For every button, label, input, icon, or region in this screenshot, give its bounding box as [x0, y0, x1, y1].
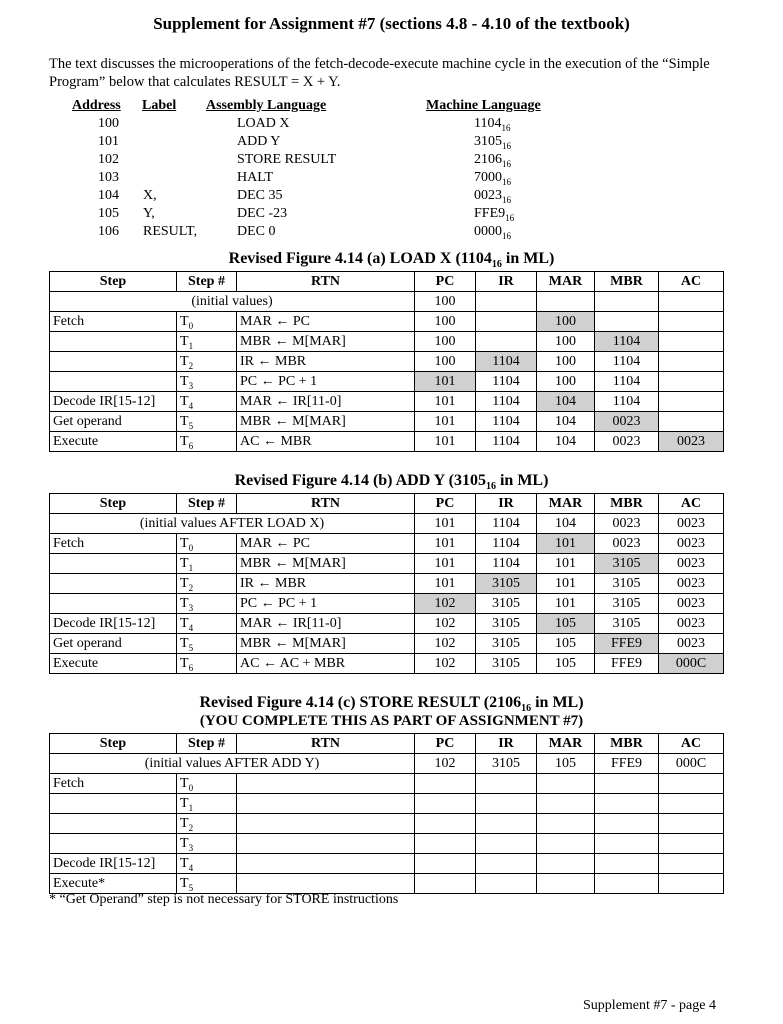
- register-value: 0023: [595, 432, 659, 452]
- initial-values-label: (initial values): [50, 292, 415, 312]
- register-value[interactable]: [415, 874, 476, 894]
- initial-values-row: [50, 754, 724, 774]
- rtn-cell: PC ← PC + 1: [237, 372, 415, 392]
- figure-c-title: Revised Figure 4.14 (c) STORE RESULT ($2106_{16}$ in ML): [199, 694, 584, 715]
- column-header: PC: [415, 494, 476, 514]
- program-row: [72, 224, 562, 242]
- program-machine-code: $0023_{16}$: [474, 188, 511, 205]
- register-value: 100: [537, 312, 595, 332]
- program-address: 102: [98, 152, 119, 167]
- rtn-cell: MAR ← PC: [237, 312, 415, 332]
- register-value[interactable]: [476, 874, 537, 894]
- program-assembly: LOAD X: [237, 116, 290, 131]
- column-header: IR: [476, 272, 537, 292]
- table-row: [50, 432, 724, 452]
- register-value[interactable]: [537, 814, 595, 834]
- program-machine-code: $3105_{16}$: [474, 134, 511, 151]
- table-row: [50, 594, 724, 614]
- register-value: 3105: [476, 594, 537, 614]
- register-value: 3105: [595, 554, 659, 574]
- program-address: 105: [98, 206, 119, 221]
- register-value: 101: [537, 594, 595, 614]
- register-value: 101: [415, 392, 476, 412]
- step-number: $T_3$: [177, 372, 237, 392]
- footnote: * “Get Operand” step is not necessary for STORE instructions: [49, 892, 399, 907]
- step-label: Get operand: [50, 412, 177, 432]
- register-value: 3105: [476, 634, 537, 654]
- table-row: [50, 774, 724, 794]
- step-label: [50, 332, 177, 352]
- rtn-cell: MAR ← IR[11-0]: [237, 614, 415, 634]
- column-header: RTN: [237, 494, 415, 514]
- rtn-cell: IR ← MBR: [237, 574, 415, 594]
- initial-value: 101: [415, 514, 476, 534]
- step-number: $T_6$: [177, 654, 237, 674]
- figure-a-table: [49, 271, 724, 452]
- rtn-cell: MBR ← M[MAR]: [237, 634, 415, 654]
- register-value[interactable]: [415, 814, 476, 834]
- table-row: [50, 634, 724, 654]
- column-header: MAR: [537, 272, 595, 292]
- step-label: [50, 834, 177, 854]
- register-value: 0023: [659, 634, 724, 654]
- initial-value: 105: [537, 754, 595, 774]
- step-label: [50, 352, 177, 372]
- program-row: [72, 170, 562, 188]
- step-label: Decode IR[15-12]: [50, 614, 177, 634]
- step-label: Get operand: [50, 634, 177, 654]
- register-value: [476, 332, 537, 352]
- step-label: Fetch: [50, 534, 177, 554]
- program-machine-code: $0000_{16}$: [474, 224, 511, 241]
- step-label: [50, 794, 177, 814]
- figure-c-table: [49, 733, 724, 894]
- page-title: Supplement for Assignment #7 (sections 4.8 - 4.10 of the textbook): [153, 14, 630, 33]
- register-value: 104: [537, 412, 595, 432]
- register-value: 100: [537, 372, 595, 392]
- step-number: $T_6$: [177, 432, 237, 452]
- figure-b-table: [49, 493, 724, 674]
- rtn-cell: IR ← MBR: [237, 352, 415, 372]
- step-label: Fetch: [50, 774, 177, 794]
- table-row: [50, 332, 724, 352]
- register-value: 102: [415, 594, 476, 614]
- intro-paragraph: The text discusses the microoperations of the fetch-decode-execute machine cycle in the execution of the “Simple Program” below that calculates RESULT = X + Y.: [49, 56, 710, 90]
- register-value: 100: [415, 352, 476, 372]
- register-value[interactable]: [595, 874, 659, 894]
- register-value: 3105: [595, 594, 659, 614]
- program-row: [72, 188, 562, 206]
- table-row: [50, 554, 724, 574]
- initial-value: 100: [415, 292, 476, 312]
- register-value: 105: [537, 634, 595, 654]
- initial-value: [476, 292, 537, 312]
- table-row: [50, 834, 724, 854]
- register-value: 100: [415, 332, 476, 352]
- register-value[interactable]: [659, 774, 724, 794]
- table-row: [50, 854, 724, 874]
- step-number: $T_1$: [177, 554, 237, 574]
- register-value: FFE9: [595, 654, 659, 674]
- rtn-cell[interactable]: [237, 774, 415, 794]
- table-row: [50, 372, 724, 392]
- register-value: 101: [415, 534, 476, 554]
- column-header: PC: [415, 734, 476, 754]
- step-label: [50, 574, 177, 594]
- register-value[interactable]: [537, 874, 595, 894]
- program-address: 100: [98, 116, 119, 131]
- rtn-cell: MBR ← M[MAR]: [237, 332, 415, 352]
- register-value: 1104: [476, 432, 537, 452]
- rtn-cell: MAR ← PC: [237, 534, 415, 554]
- column-header: Step #: [177, 734, 237, 754]
- register-value: 3105: [476, 614, 537, 634]
- register-value: 102: [415, 634, 476, 654]
- register-value: 1104: [476, 352, 537, 372]
- step-number: $T_3$: [177, 834, 237, 854]
- step-number: $T_0$: [177, 774, 237, 794]
- rtn-cell[interactable]: [237, 794, 415, 814]
- register-value: 100: [537, 352, 595, 372]
- table-row: [50, 614, 724, 634]
- column-header: AC: [659, 272, 724, 292]
- register-value[interactable]: [476, 854, 537, 874]
- rtn-cell: MAR ← IR[11-0]: [237, 392, 415, 412]
- table-header-row: [50, 734, 724, 754]
- program-machine-code: $1104_{16}$: [474, 116, 511, 133]
- column-header: Step: [50, 494, 177, 514]
- column-header: RTN: [237, 272, 415, 292]
- table-row: [50, 352, 724, 372]
- step-number: $T_5$: [177, 874, 237, 894]
- initial-value: 000C: [659, 754, 724, 774]
- register-value[interactable]: [415, 854, 476, 874]
- register-value: 0023: [659, 594, 724, 614]
- program-machine-code: $2106_{16}$: [474, 152, 511, 169]
- table-row: [50, 654, 724, 674]
- register-value: [659, 412, 724, 432]
- register-value[interactable]: [595, 794, 659, 814]
- register-value[interactable]: [659, 834, 724, 854]
- column-header: Step #: [177, 494, 237, 514]
- program-row: [72, 152, 562, 170]
- program-address: 101: [98, 134, 119, 149]
- table-row: [50, 412, 724, 432]
- table-header-row: [50, 272, 724, 292]
- register-value: 0023: [659, 432, 724, 452]
- register-value: 0023: [595, 412, 659, 432]
- step-label: [50, 814, 177, 834]
- register-value[interactable]: [659, 794, 724, 814]
- program-label: Y,: [143, 206, 155, 221]
- register-value: 102: [415, 654, 476, 674]
- step-number: $T_0$: [177, 534, 237, 554]
- step-number: $T_5$: [177, 634, 237, 654]
- rtn-cell: MBR ← M[MAR]: [237, 412, 415, 432]
- register-value: 3105: [476, 574, 537, 594]
- program-address: 106: [98, 224, 119, 239]
- register-value[interactable]: [537, 774, 595, 794]
- register-value: 101: [537, 554, 595, 574]
- table-row: [50, 814, 724, 834]
- program-assembly: DEC -23: [237, 206, 288, 221]
- register-value[interactable]: [537, 794, 595, 814]
- table-row: [50, 874, 724, 894]
- register-value: 100: [537, 332, 595, 352]
- rtn-cell[interactable]: [237, 814, 415, 834]
- rtn-cell: PC ← PC + 1: [237, 594, 415, 614]
- table-row: [50, 574, 724, 594]
- initial-values-row: [50, 514, 724, 534]
- program-assembly: DEC 35: [237, 188, 283, 203]
- register-value: 0023: [659, 614, 724, 634]
- step-label: [50, 372, 177, 392]
- initial-value: FFE9: [595, 754, 659, 774]
- register-value: 1104: [476, 392, 537, 412]
- program-row: [72, 206, 562, 224]
- step-number: $T_5$: [177, 412, 237, 432]
- step-number: $T_3$: [177, 594, 237, 614]
- column-header: MBR: [595, 272, 659, 292]
- step-number: $T_1$: [177, 332, 237, 352]
- register-value[interactable]: [595, 814, 659, 834]
- register-value: 101: [415, 412, 476, 432]
- step-label: [50, 594, 177, 614]
- register-value: 105: [537, 614, 595, 634]
- column-header: IR: [476, 734, 537, 754]
- rtn-cell[interactable]: [237, 854, 415, 874]
- register-value: 104: [537, 392, 595, 412]
- register-value: 0023: [659, 534, 724, 554]
- step-label: [50, 554, 177, 574]
- program-row: [72, 134, 562, 152]
- register-value: [659, 372, 724, 392]
- register-value[interactable]: [659, 874, 724, 894]
- register-value: 101: [537, 574, 595, 594]
- initial-value: [595, 292, 659, 312]
- initial-value: 1104: [476, 514, 537, 534]
- column-header: Step: [50, 734, 177, 754]
- program-machine-code: $7000_{16}$: [474, 170, 511, 187]
- column-header: AC: [659, 494, 724, 514]
- register-value[interactable]: [476, 834, 537, 854]
- register-value[interactable]: [415, 834, 476, 854]
- column-header: RTN: [237, 734, 415, 754]
- column-header: AC: [659, 734, 724, 754]
- register-value: 3105: [476, 654, 537, 674]
- initial-value: [537, 292, 595, 312]
- column-header: MBR: [595, 494, 659, 514]
- program-assembly: DEC 0: [237, 224, 276, 239]
- initial-values-label: (initial values AFTER LOAD X): [50, 514, 415, 534]
- register-value: 105: [537, 654, 595, 674]
- step-label: Decode IR[15-12]: [50, 854, 177, 874]
- register-value: 101: [415, 554, 476, 574]
- register-value[interactable]: [659, 854, 724, 874]
- header-address: Address: [72, 98, 121, 113]
- step-number: $T_4$: [177, 614, 237, 634]
- step-number: $T_4$: [177, 392, 237, 412]
- program-assembly: HALT: [237, 170, 274, 185]
- register-value: 1104: [595, 332, 659, 352]
- register-value[interactable]: [537, 834, 595, 854]
- register-value[interactable]: [537, 854, 595, 874]
- register-value: 104: [537, 432, 595, 452]
- register-value: 101: [415, 432, 476, 452]
- table-header-row: [50, 494, 724, 514]
- step-number: $T_2$: [177, 574, 237, 594]
- step-number: $T_4$: [177, 854, 237, 874]
- register-value[interactable]: [415, 794, 476, 814]
- register-value: 0023: [659, 574, 724, 594]
- page-number: Supplement #7 - page 4: [583, 998, 716, 1013]
- program-label: RESULT,: [143, 224, 198, 239]
- initial-values-label: (initial values AFTER ADD Y): [50, 754, 415, 774]
- program-address: 104: [98, 188, 119, 203]
- register-value: 1104: [476, 412, 537, 432]
- program-machine-code: $FFE9_{16}$: [474, 206, 515, 223]
- table-row: [50, 312, 724, 332]
- register-value: 1104: [476, 554, 537, 574]
- register-value: 1104: [476, 534, 537, 554]
- figure-b-title: Revised Figure 4.14 (b) ADD Y ($3105_{16}$ in ML): [234, 472, 549, 493]
- register-value: 0023: [595, 534, 659, 554]
- register-value: 101: [415, 372, 476, 392]
- header-assembly: Assembly Language: [206, 98, 327, 113]
- register-value: 1104: [595, 372, 659, 392]
- register-value: 102: [415, 614, 476, 634]
- register-value: 1104: [595, 392, 659, 412]
- initial-value: 102: [415, 754, 476, 774]
- column-header: PC: [415, 272, 476, 292]
- register-value: [659, 392, 724, 412]
- register-value: 3105: [595, 614, 659, 634]
- initial-value: [659, 292, 724, 312]
- register-value: [595, 312, 659, 332]
- register-value: 3105: [595, 574, 659, 594]
- register-value: [476, 312, 537, 332]
- register-value: 1104: [595, 352, 659, 372]
- column-header: MBR: [595, 734, 659, 754]
- register-value: 1104: [476, 372, 537, 392]
- step-number: $T_1$: [177, 794, 237, 814]
- column-header: MAR: [537, 494, 595, 514]
- step-label: Fetch: [50, 312, 177, 332]
- register-value[interactable]: [595, 854, 659, 874]
- program-assembly: STORE RESULT: [237, 152, 337, 167]
- initial-value: 3105: [476, 754, 537, 774]
- register-value: [659, 332, 724, 352]
- register-value[interactable]: [595, 834, 659, 854]
- rtn-cell: MBR ← M[MAR]: [237, 554, 415, 574]
- column-header: Step: [50, 272, 177, 292]
- register-value: 000C: [659, 654, 724, 674]
- initial-values-row: [50, 292, 724, 312]
- initial-value: 104: [537, 514, 595, 534]
- register-value: 100: [415, 312, 476, 332]
- column-header: Step #: [177, 272, 237, 292]
- register-value[interactable]: [595, 774, 659, 794]
- step-number: $T_2$: [177, 352, 237, 372]
- header-machine: Machine Language: [426, 98, 541, 113]
- column-header: IR: [476, 494, 537, 514]
- step-label: Execute*: [50, 874, 177, 894]
- register-value: 101: [537, 534, 595, 554]
- step-label: Execute: [50, 432, 177, 452]
- figure-a-title: Revised Figure 4.14 (a) LOAD X ($1104_{16}$ in ML): [228, 250, 555, 271]
- program-listing: [72, 98, 562, 242]
- register-value[interactable]: [476, 814, 537, 834]
- table-row: [50, 534, 724, 554]
- figure-c-subtitle: (YOU COMPLETE THIS AS PART OF ASSIGNMENT #7): [199, 713, 584, 729]
- step-number: $T_2$: [177, 814, 237, 834]
- initial-value: 0023: [659, 514, 724, 534]
- rtn-cell[interactable]: [237, 834, 415, 854]
- register-value: [659, 312, 724, 332]
- table-row: [50, 392, 724, 412]
- step-label: Execute: [50, 654, 177, 674]
- initial-value: 0023: [595, 514, 659, 534]
- step-label: Decode IR[15-12]: [50, 392, 177, 412]
- register-value[interactable]: [415, 774, 476, 794]
- register-value: 101: [415, 574, 476, 594]
- step-number: $T_0$: [177, 312, 237, 332]
- rtn-cell: AC ← MBR: [237, 432, 415, 452]
- table-row: [50, 794, 724, 814]
- register-value[interactable]: [476, 794, 537, 814]
- register-value: [659, 352, 724, 372]
- program-row: [72, 116, 562, 134]
- header-label: Label: [142, 98, 177, 113]
- program-label: X,: [143, 188, 157, 203]
- rtn-cell[interactable]: [237, 874, 415, 894]
- register-value: FFE9: [595, 634, 659, 654]
- rtn-cell: AC ← AC + MBR: [237, 654, 415, 674]
- column-header: MAR: [537, 734, 595, 754]
- program-address: 103: [98, 170, 119, 185]
- program-assembly: ADD Y: [237, 134, 281, 149]
- register-value: 0023: [659, 554, 724, 574]
- register-value[interactable]: [659, 814, 724, 834]
- register-value[interactable]: [476, 774, 537, 794]
